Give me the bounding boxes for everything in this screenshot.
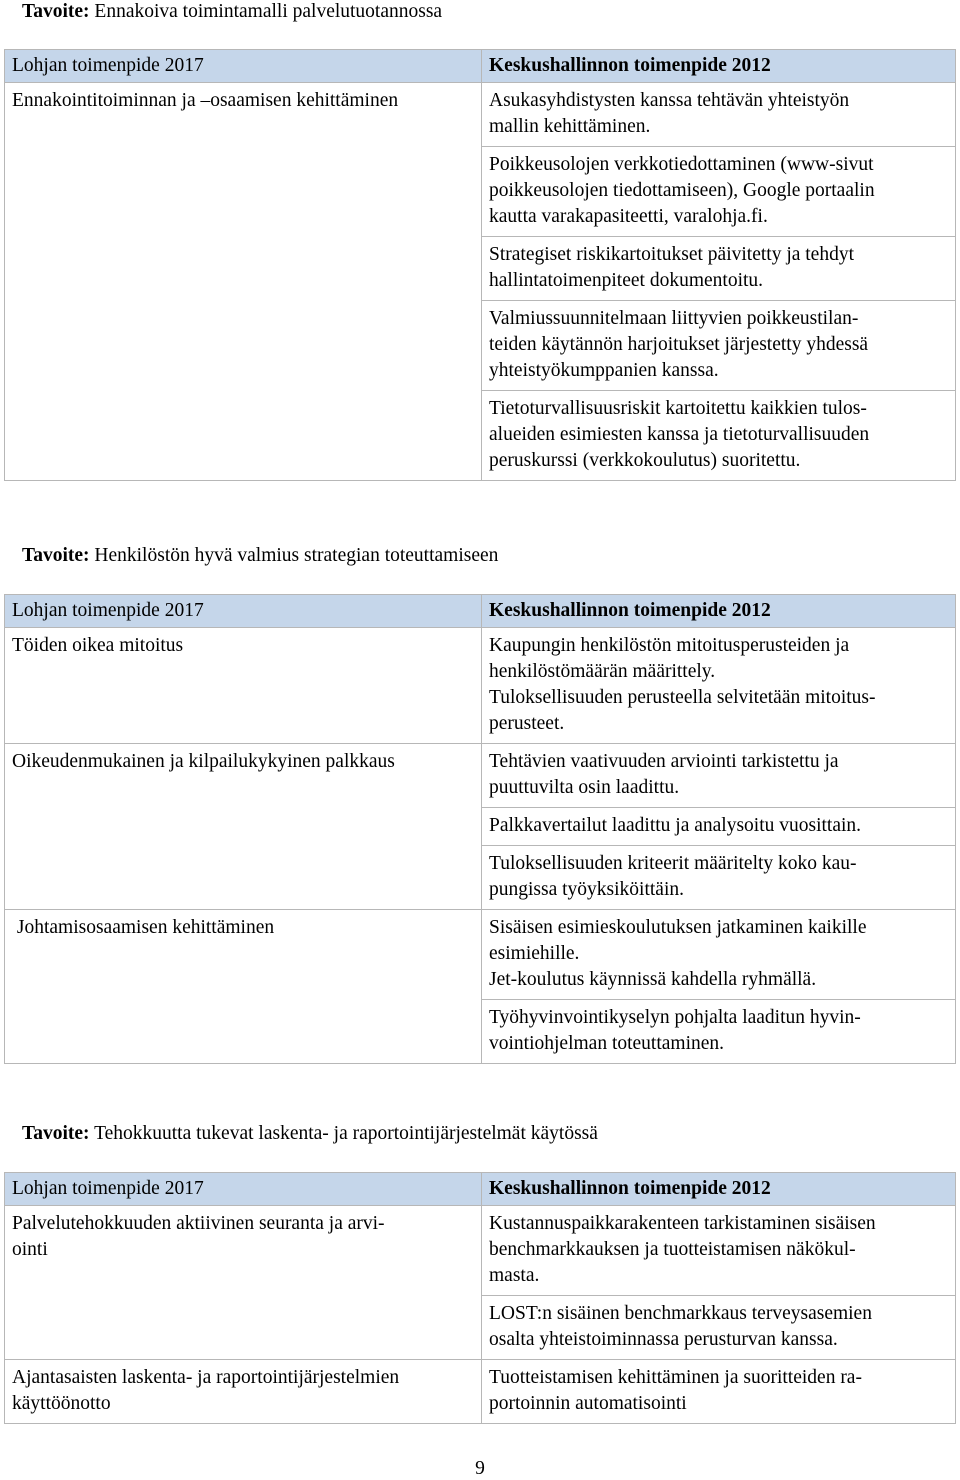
cell-line: Ajantasaisten laskenta- ja raportointijärjestelmien bbox=[12, 1367, 400, 1388]
table-row bbox=[5, 83, 956, 147]
section-heading bbox=[22, 1122, 598, 1146]
right-cell bbox=[482, 391, 956, 481]
cell-line: Jet-koulutus käynnissä kahdella ryhmällä. bbox=[489, 969, 817, 990]
measures-table bbox=[4, 1172, 956, 1424]
table-row bbox=[5, 628, 956, 744]
cell-line: Tuloksellisuuden kriteerit määritelty koko kau- bbox=[489, 853, 857, 874]
goal-text: Ennakoiva toimintamalli palvelutuotannossa bbox=[94, 1, 443, 22]
cell-line: peruskurssi (verkkokoulutus) suoritettu. bbox=[489, 450, 801, 471]
page-number: 9 bbox=[475, 1458, 485, 1479]
column-header-keskushallinto: Keskushallinnon toimenpide 2012 bbox=[482, 1173, 956, 1206]
cell-line: Poikkeusolojen verkkotiedottaminen (www-sivut bbox=[489, 154, 874, 175]
goal-label: Tavoite: bbox=[22, 1123, 90, 1144]
right-cell bbox=[482, 744, 956, 808]
table-row bbox=[5, 910, 956, 1000]
right-cell bbox=[482, 846, 956, 910]
right-cell bbox=[482, 1360, 956, 1424]
cell-line: puuttuvilta osin laadittu. bbox=[489, 777, 680, 798]
goal-label: Tavoite: bbox=[22, 545, 90, 566]
goal-text: Tehokkuutta tukevat laskenta- ja raportointijärjestelmät käytössä bbox=[94, 1123, 598, 1144]
cell-line: Asukasyhdistysten kanssa tehtävän yhteistyön bbox=[489, 90, 850, 111]
cell-line: yhteistyökumppanien kanssa. bbox=[489, 360, 719, 381]
goal-text: Henkilöstön hyvä valmius strategian toteuttamiseen bbox=[94, 545, 499, 566]
cell-line: hallintatoimenpiteet dokumentoitu. bbox=[489, 270, 764, 291]
cell-line: perusteet. bbox=[489, 713, 565, 734]
cell-line: teiden käytännön harjoitukset järjestetty yhdessä bbox=[489, 334, 869, 355]
section-heading bbox=[22, 0, 442, 24]
left-cell bbox=[5, 910, 482, 1064]
cell-line: vointiohjelman toteuttaminen. bbox=[489, 1033, 725, 1054]
table-header-row bbox=[5, 50, 956, 83]
measures-table bbox=[4, 49, 956, 481]
column-header-keskushallinto: Keskushallinnon toimenpide 2012 bbox=[482, 595, 956, 628]
cell-line: Töiden oikea mitoitus bbox=[12, 635, 184, 656]
section-heading bbox=[22, 544, 498, 568]
cell-line: pungissa työyksiköittäin. bbox=[489, 879, 684, 900]
cell-line: Palvelutehokkuuden aktiivinen seuranta ja arvi- bbox=[12, 1213, 385, 1234]
cell-line: LOST:n sisäinen benchmarkkaus terveysasemien bbox=[489, 1303, 872, 1324]
cell-line: Tietoturvallisuusriskit kartoitettu kaikkien tulos- bbox=[489, 398, 867, 419]
table-header-row bbox=[5, 1173, 956, 1206]
right-cell bbox=[482, 910, 956, 1000]
cell-line: Kaupungin henkilöstön mitoitusperusteiden ja bbox=[489, 635, 850, 656]
right-cell bbox=[482, 1000, 956, 1064]
cell-line: Strategiset riskikartoitukset päivitetty ja tehdyt bbox=[489, 244, 855, 265]
left-cell bbox=[5, 1206, 482, 1360]
cell-line: Oikeudenmukainen ja kilpailukykyinen palkkaus bbox=[12, 751, 395, 772]
cell-line: ointi bbox=[12, 1239, 48, 1260]
right-cell bbox=[482, 628, 956, 744]
cell-line: Valmiussuunnitelmaan liittyvien poikkeustilan- bbox=[489, 308, 859, 329]
cell-line: Palkkavertailut laadittu ja analysoitu vuosittain. bbox=[489, 815, 862, 836]
left-cell bbox=[5, 744, 482, 910]
table-row bbox=[5, 744, 956, 808]
column-header-lohja: Lohjan toimenpide 2017 bbox=[5, 50, 482, 83]
table-row bbox=[5, 1206, 956, 1296]
right-cell bbox=[482, 83, 956, 147]
column-header-lohja: Lohjan toimenpide 2017 bbox=[5, 595, 482, 628]
cell-line: Ennakointitoiminnan ja –osaamisen kehittäminen bbox=[12, 90, 399, 111]
cell-line: kautta varakapasiteetti, varalohja.fi. bbox=[489, 206, 768, 227]
right-cell bbox=[482, 808, 956, 846]
column-header-lohja: Lohjan toimenpide 2017 bbox=[5, 1173, 482, 1206]
column-header-keskushallinto: Keskushallinnon toimenpide 2012 bbox=[482, 50, 956, 83]
right-cell bbox=[482, 147, 956, 237]
left-cell bbox=[5, 83, 482, 481]
cell-line: Johtamisosaamisen kehittäminen bbox=[12, 917, 275, 938]
goal-label: Tavoite: bbox=[22, 1, 90, 22]
cell-line: alueiden esimiesten kanssa ja tietoturvallisuuden bbox=[489, 424, 870, 445]
cell-line: poikkeusolojen tiedottamiseen), Google portaalin bbox=[489, 180, 875, 201]
cell-line: käyttöönotto bbox=[12, 1393, 111, 1414]
right-cell bbox=[482, 1296, 956, 1360]
cell-line: Tuotteistamisen kehittäminen ja suoritteiden ra- bbox=[489, 1367, 862, 1388]
cell-line: Työhyvinvointikyselyn pohjalta laaditun hyvin- bbox=[489, 1007, 861, 1028]
cell-line: portoinnin automatisointi bbox=[489, 1393, 687, 1414]
measures-table bbox=[4, 594, 956, 1064]
right-cell bbox=[482, 237, 956, 301]
cell-line: Tuloksellisuuden perusteella selvitetään mitoitus- bbox=[489, 687, 876, 708]
cell-line: Sisäisen esimieskoulutuksen jatkaminen kaikille bbox=[489, 917, 867, 938]
cell-line: masta. bbox=[489, 1265, 540, 1286]
cell-line: henkilöstömäärän määrittely. bbox=[489, 661, 716, 682]
table-row bbox=[5, 1360, 956, 1424]
cell-line: osalta yhteistoiminnassa perusturvan kanssa. bbox=[489, 1329, 838, 1350]
table-header-row bbox=[5, 595, 956, 628]
left-cell bbox=[5, 628, 482, 744]
cell-line: Kustannuspaikkarakenteen tarkistaminen sisäisen bbox=[489, 1213, 876, 1234]
right-cell bbox=[482, 301, 956, 391]
cell-line: benchmarkkauksen ja tuotteistamisen näkökul- bbox=[489, 1239, 856, 1260]
left-cell bbox=[5, 1360, 482, 1424]
cell-line: Tehtävien vaativuuden arviointi tarkistettu ja bbox=[489, 751, 839, 772]
cell-line: mallin kehittäminen. bbox=[489, 116, 651, 137]
cell-line: esimiehille. bbox=[489, 943, 580, 964]
right-cell bbox=[482, 1206, 956, 1296]
